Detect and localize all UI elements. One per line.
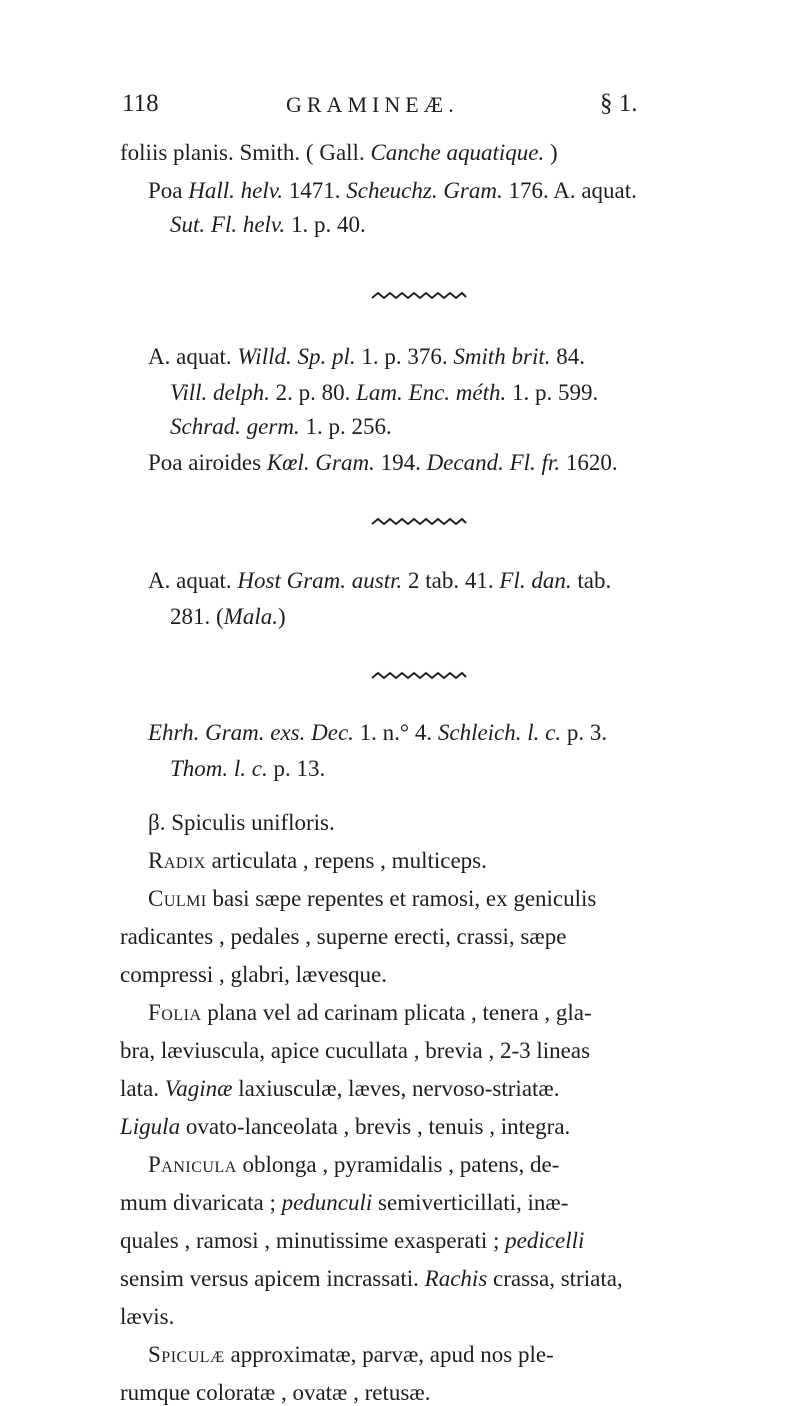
page-number: 118 (122, 90, 159, 117)
text-line: sensim versus apicem incrassati. Rachis crassa, striata, (120, 1266, 623, 1291)
text-line: rumque coloratæ , ovatæ , retusæ. (120, 1380, 431, 1405)
text-line: radicantes , pedales , superne erecti, crassi, sæpe (120, 924, 567, 949)
text-line: A. aquat. Host Gram. austr. 2 tab. 41. Fl. dan. tab. (148, 568, 612, 593)
text-line: Spiculæ approximatæ, parvæ, apud nos ple- (148, 1342, 554, 1367)
wavy-rule-icon (370, 290, 468, 302)
text-line: mum divaricata ; pedunculi semiverticillati, inæ- (120, 1190, 569, 1215)
text-line: Ehrh. Gram. exs. Dec. 1. n.° 4. Schleich. l. c. p. 3. (148, 720, 608, 745)
text-line: Folia plana vel ad carinam plicata , tenera , gla- (148, 1000, 592, 1025)
running-header (122, 86, 682, 130)
section-mark: § 1. (600, 90, 638, 117)
text-line: foliis planis. Smith. ( Gall. Canche aquatique. ) (120, 140, 558, 165)
running-title: GRAMINEÆ. (286, 92, 459, 117)
text-line: 281. (Mala.) (170, 604, 286, 629)
text-line: Radix articulata , repens , multiceps. (148, 848, 487, 873)
wavy-rule-icon (370, 670, 468, 682)
wavy-rule-icon (370, 516, 468, 528)
text-line: quales , ramosi , minutissime exasperati ; pedicelli (120, 1228, 585, 1253)
text-line: Vill. delph. 2. p. 80. Lam. Enc. méth. 1. p. 599. (170, 380, 599, 405)
text-line: Panicula oblonga , pyramidalis , patens, de- (148, 1152, 560, 1177)
text-line: β. Spiculis unifloris. (148, 810, 335, 835)
text-line: Ligula ovato-lanceolata , brevis , tenuis , integra. (120, 1114, 571, 1139)
text-line: Sut. Fl. helv. 1. p. 40. (170, 212, 366, 237)
text-line: bra, læviuscula, apice cucullata , brevia , 2-3 lineas (120, 1038, 591, 1063)
text-line: lata. Vaginæ laxiusculæ, læves, nervoso-striatæ. (120, 1076, 560, 1101)
text-line: Poa Hall. helv. 1471. Scheuchz. Gram. 176. A. aquat. (148, 178, 637, 203)
text-line: Thom. l. c. p. 13. (170, 756, 326, 781)
text-line: compressi , glabri, lævesque. (120, 962, 388, 987)
text-line: Schrad. germ. 1. p. 256. (170, 414, 392, 439)
text-line: Poa airoides Kœl. Gram. 194. Decand. Fl. fr. 1620. (148, 450, 618, 475)
text-line: Culmi basi sæpe repentes et ramosi, ex geniculis (148, 886, 597, 911)
text-line: A. aquat. Willd. Sp. pl. 1. p. 376. Smith brit. 84. (148, 344, 585, 369)
text-line: lævis. (120, 1304, 175, 1329)
